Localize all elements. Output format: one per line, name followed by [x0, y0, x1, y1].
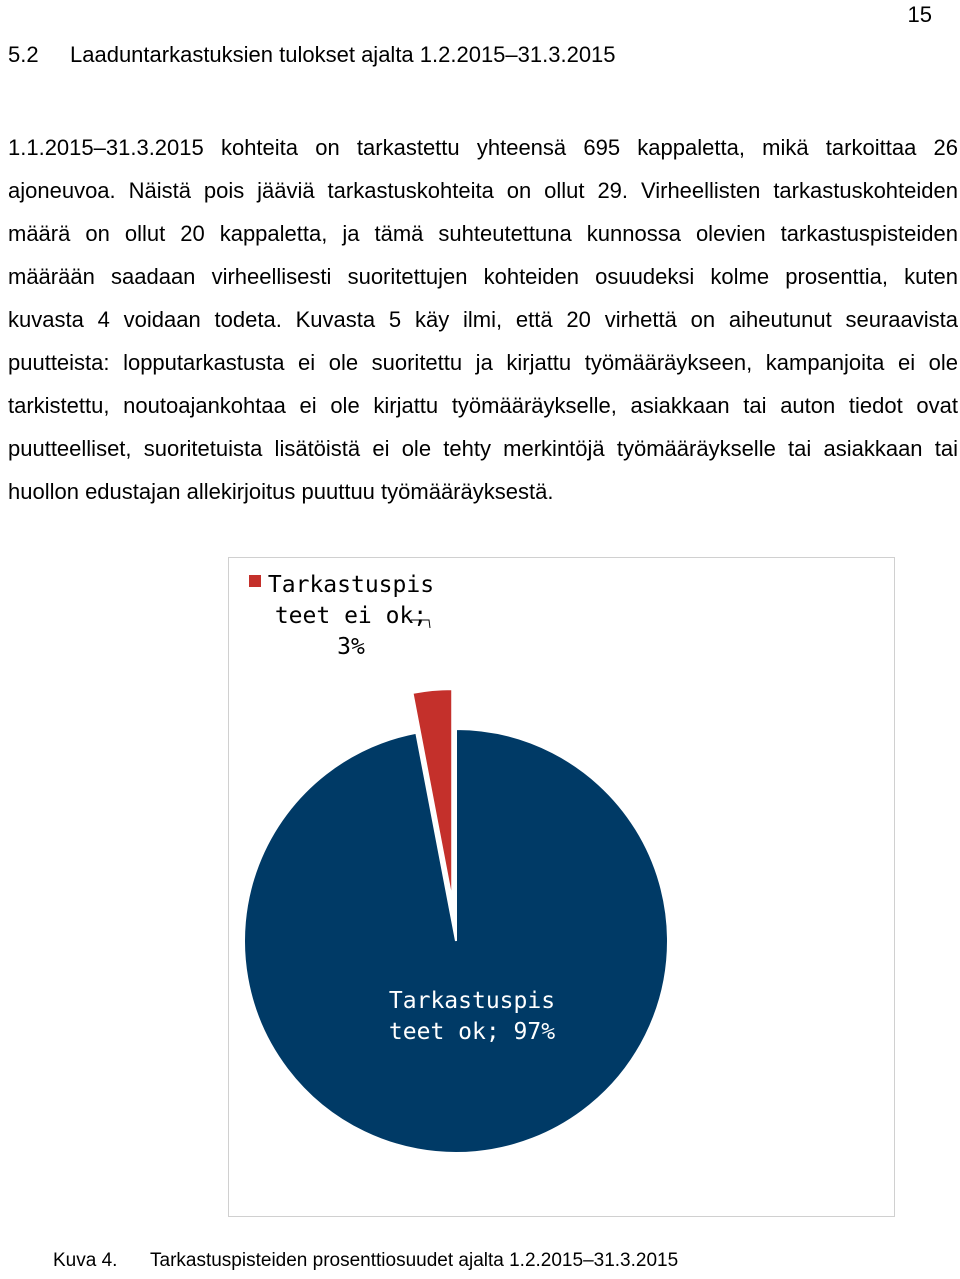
slice-label-ei-ok-line-1: Tarkastuspis [267, 572, 435, 598]
figure-caption [53, 1250, 678, 1272]
legend-marker-ei-ok [249, 575, 261, 587]
section-number: 5.2 [8, 42, 39, 67]
pie-chart [229, 558, 896, 1218]
body-paragraph: 1.1.2015–31.3.2015 kohteita on tarkastettu yhteensä 695 kappaletta, mikä tarkoittaa 26 ajoneuvoa. Näistä pois jääviä tarkastuskohteita on ollut 29. Virheellisten tarkastuskohteiden määrä on ollut 20 kappaletta, ja tämä suhteutettuna kunnossa olevien tarkastuspisteiden määrään saadaan virheellisesti suoritettujen kohteiden osuudeksi kolme prosenttia, kuten kuvasta 4 voidaan todeta. Kuvasta 5 käy ilmi, että 20 virhettä on aiheutunut seuraavista puutteista: lopputarkastusta ei ole suoritettu ja kirjattu työmääräykseen, kampanjoita ei ole tarkistettu, noutoajankohtaa ei ole kirjattu työmääräykselle, asiakkaan tai auton tiedot ovat puutteelliset, suoritetuista lisätöistä ei ole tehty merkintöjä työmääräykselle tai asiakkaan tai huollon edustajan allekirjoitus puuttuu työmääräyksestä. [8, 135, 958, 504]
section-heading [8, 42, 616, 68]
slice-label-ok-line-2: teet ok; 97% [388, 1019, 556, 1045]
slice-label-ei-ok-line-2: teet ei ok; [274, 603, 428, 629]
pie-slice-ok [244, 729, 668, 1153]
section-title: Laaduntarkastuksien tulokset ajalta 1.2.2015–31.3.2015 [70, 42, 616, 67]
slice-label-ei-ok-line-3: 3% [337, 634, 365, 660]
page-number: 15 [907, 2, 932, 27]
pie-chart-frame [228, 557, 895, 1217]
caption-label: Kuva 4. [53, 1250, 118, 1271]
slice-label-ok-line-1: Tarkastuspis [388, 988, 556, 1014]
caption-text: Tarkastuspisteiden prosenttiosuudet ajalta 1.2.2015–31.3.2015 [150, 1250, 679, 1271]
